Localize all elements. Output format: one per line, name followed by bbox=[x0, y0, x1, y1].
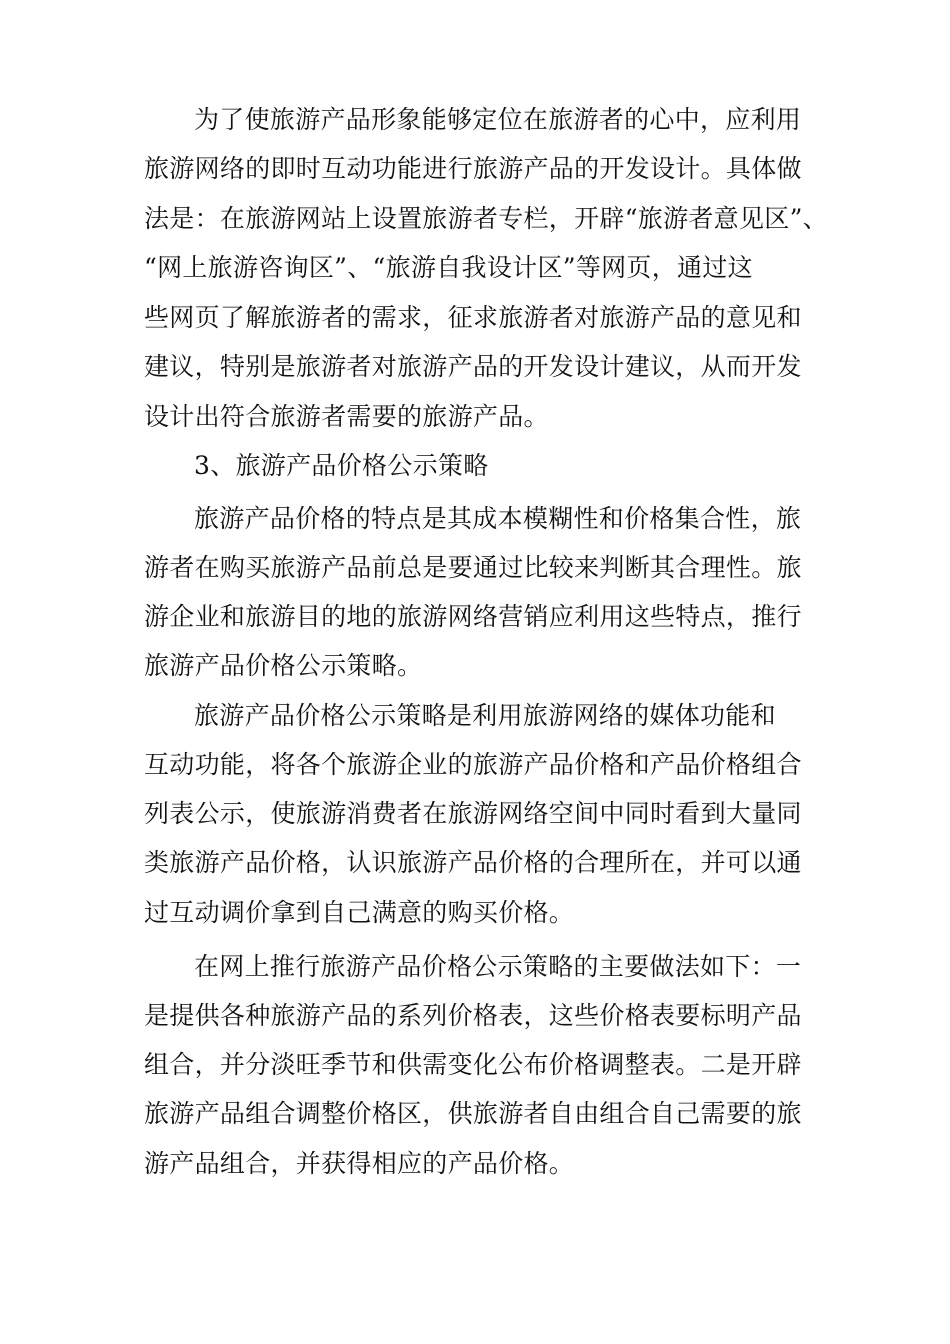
paragraph-3-line-2: 互动功能，将各个旅游企业的旅游产品价格和产品价格组合 bbox=[144, 750, 802, 779]
paragraph-1-line-1: 为了使旅游产品形象能够定位在旅游者的心中，应利用 bbox=[194, 105, 802, 134]
paragraph-2-line-2: 游者在购买旅游产品前总是要通过比较来判断其合理性。旅 bbox=[144, 553, 802, 582]
paragraph-1-line-2: 旅游网络的即时互动功能进行旅游产品的开发设计。具体做 bbox=[144, 154, 802, 183]
paragraph-2-line-3: 游企业和旅游目的地的旅游网络营销应利用这些特点，推行 bbox=[144, 602, 802, 631]
section-heading: 3、旅游产品价格公示策略 bbox=[194, 451, 489, 480]
paragraph-1-line-4: “网上旅游咨询区”、“旅游自我设计区”等网页，通过这 bbox=[144, 253, 753, 282]
paragraph-1-line-6: 建议，特别是旅游者对旅游产品的开发设计建议，从而开发 bbox=[144, 352, 802, 381]
paragraph-1-line-3: 法是：在旅游网站上设置旅游者专栏，开辟“旅游者意见区”、 bbox=[144, 204, 828, 233]
paragraph-3-line-5: 过互动调价拿到自己满意的购买价格。 bbox=[144, 898, 575, 927]
paragraph-2-line-1: 旅游产品价格的特点是其成本模糊性和价格集合性，旅 bbox=[194, 504, 802, 533]
paragraph-3-line-1: 旅游产品价格公示策略是利用旅游网络的媒体功能和 bbox=[194, 701, 776, 730]
paragraph-2-line-4: 旅游产品价格公示策略。 bbox=[144, 651, 423, 680]
paragraph-4-line-4: 旅游产品组合调整价格区，供旅游者自由组合自己需要的旅 bbox=[144, 1099, 802, 1128]
paragraph-4-line-1: 在网上推行旅游产品价格公示策略的主要做法如下：一 bbox=[194, 952, 802, 981]
paragraph-3-line-4: 类旅游产品价格，认识旅游产品价格的合理所在，并可以通 bbox=[144, 848, 802, 877]
paragraph-1-line-5: 些网页了解旅游者的需求，征求旅游者对旅游产品的意见和 bbox=[144, 303, 802, 332]
paragraph-1-line-7: 设计出符合旅游者需要的旅游产品。 bbox=[144, 402, 549, 431]
paragraph-4-line-5: 游产品组合，并获得相应的产品价格。 bbox=[144, 1149, 575, 1178]
paragraph-3-line-3: 列表公示，使旅游消费者在旅游网络空间中同时看到大量同 bbox=[144, 799, 802, 828]
paragraph-4-line-3: 组合，并分淡旺季节和供需变化公布价格调整表。二是开辟 bbox=[144, 1050, 802, 1079]
paragraph-4-line-2: 是提供各种旅游产品的系列价格表，这些价格表要标明产品 bbox=[144, 1001, 802, 1030]
